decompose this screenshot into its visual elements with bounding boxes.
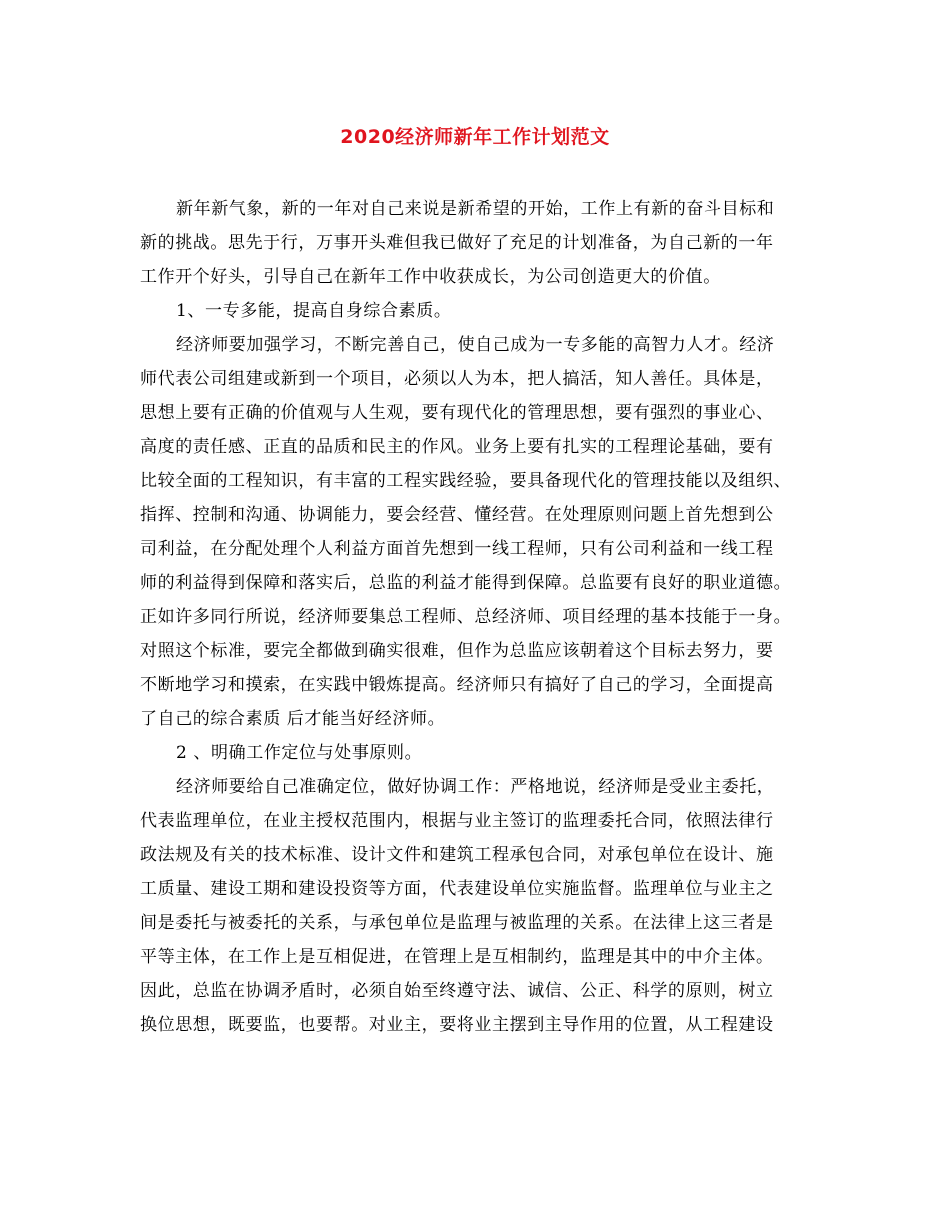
body-line: 正如许多同行所说，经济师要集总工程师、总经济师、项目经理的基本技能于一身。 (140, 607, 792, 627)
body-line: 师代表公司组建或新到一个项目，必须以人为本，把人搞活，知人善任。具体是， (140, 369, 774, 389)
body-line: 代表监理单位，在业主授权范围内，根据与业主签订的监理委托合同，依照法律行 (140, 811, 774, 831)
body-line: 间是委托与被委托的关系，与承包单位是监理与被监理的关系。在法律上这三者是 (140, 913, 774, 933)
body-line: 经济师要给自己准确定位，做好协调工作：严格地说，经济师是受业主委托， (176, 777, 775, 797)
body-line: 对照这个标准，要完全都做到确实很难，但作为总监应该朝着这个目标去努力，要 (140, 641, 774, 661)
body-line: 换位思想，既要监，也要帮。对业主，要将业主摆到主导作用的位置，从工程建设 (140, 1015, 774, 1035)
document-body (140, 192, 820, 1042)
body-line: 比较全面的工程知识，有丰富的工程实践经验，要具备现代化的管理技能以及组织、 (140, 471, 792, 491)
body-line: 新的挑战。思先于行，万事开头难但我已做好了充足的计划准备，为自己新的一年 (140, 233, 774, 253)
body-line: 经济师要加强学习，不断完善自己，使自己成为一专多能的高智力人才。经济 (176, 335, 775, 355)
body-line: 司利益，在分配处理个人利益方面首先想到一线工程师，只有公司利益和一线工程 (140, 539, 774, 559)
body-line: 政法规及有关的技术标准、设计文件和建筑工程承包合同，对承包单位在设计、施 (140, 845, 774, 865)
body-line: 了自己的综合素质 后才能当好经济师。 (140, 709, 446, 729)
body-line: 工质量、建设工期和建设投资等方面，代表建设单位实施监督。监理单位与业主之 (140, 879, 774, 899)
body-line: 思想上要有正确的价值观与人生观，要有现代化的管理思想，要有强烈的事业心、 (140, 403, 774, 423)
section-heading-1: 1、一专多能，提高自身综合素质。 (176, 301, 452, 321)
body-line: 指挥、控制和沟通、协调能力，要会经营、懂经营。在处理原则问题上首先想到公 (140, 505, 774, 525)
body-line: 因此，总监在协调矛盾时，必须自始至终遵守法、诚信、公正、科学的原则，树立 (140, 981, 774, 1001)
section-heading-2: 2 、明确工作定位与处事原则。 (176, 743, 423, 763)
body-line: 高度的责任感、正直的品质和民主的作风。业务上要有扎实的工程理论基础，要有 (140, 437, 774, 457)
body-line: 师的利益得到保障和落实后，总监的利益才能得到保障。总监要有良好的职业道德。 (140, 573, 792, 593)
body-line: 新年新气象，新的一年对自己来说是新希望的开始，工作上有新的奋斗目标和 (176, 199, 775, 219)
body-line: 平等主体，在工作上是互相促进，在管理上是互相制约，监理是其中的中介主体。 (140, 947, 774, 967)
body-line: 工作开个好头，引导自己在新年工作中收获成长，为公司创造更大的价值。 (140, 267, 721, 287)
document-title: 2020经济师新年工作计划范文 (340, 126, 610, 148)
body-line: 不断地学习和摸索，在实践中锻炼提高。经济师只有搞好了自己的学习，全面提高 (140, 675, 774, 695)
